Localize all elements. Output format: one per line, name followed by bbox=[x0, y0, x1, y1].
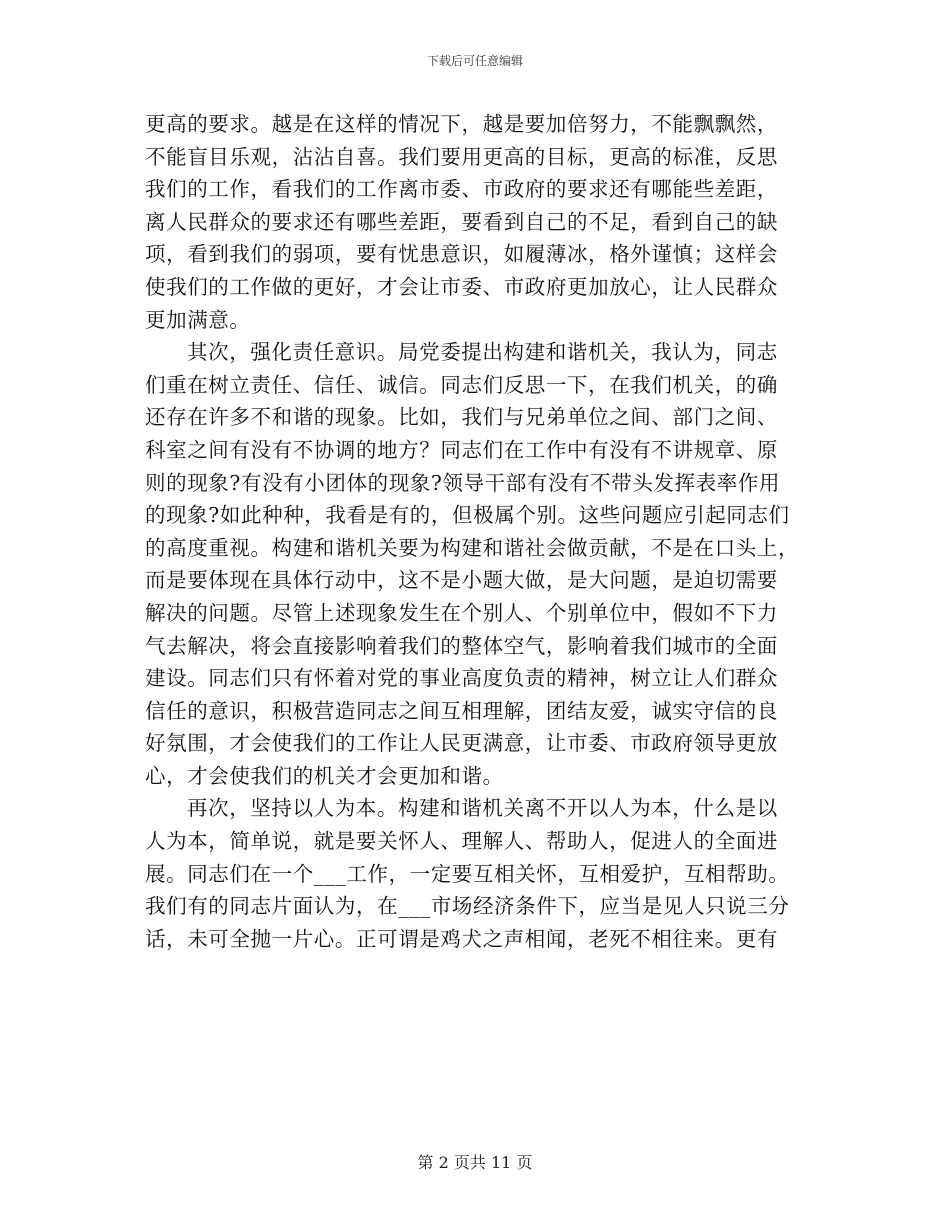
text-line: 的高度重视。构建和谐机关要为构建和谐社会做贡献，不是在口头上， bbox=[145, 535, 800, 560]
text-line: 展。同志们在一个___工作，一定要互相关怀，互相爱护，互相帮助。 bbox=[145, 861, 790, 886]
text-line: 的现象?如此种种，我看是有的，但极属个别。这些问题应引起同志们 bbox=[145, 503, 790, 528]
text-line: 则的现象?有没有小团体的现象?领导干部有没有不带头发挥表率作用 bbox=[145, 470, 781, 495]
text-line: 更加满意。 bbox=[145, 307, 251, 332]
text-line: 我们的工作，看我们的工作离市委、市政府的要求还有哪能些差距， bbox=[145, 177, 778, 202]
text-line: 离人民群众的要求还有哪些差距，要看到自己的不足，看到自己的缺 bbox=[145, 209, 778, 234]
text-line: 心，才会使我们的机关才会更加和谐。 bbox=[145, 763, 504, 788]
text-line: 项，看到我们的弱项，要有忧患意识，如履薄冰，格外谨慎；这样会 bbox=[145, 242, 778, 267]
text-line: 还存在许多不和谐的现象。比如，我们与兄弟单位之间、部门之间、 bbox=[145, 405, 778, 430]
text-line: 建设。同志们只有怀着对党的事业高度负责的精神，树立让人们群众 bbox=[145, 666, 778, 691]
text-line: 们重在树立责任、信任、诚信。同志们反思一下，在我们机关，的确 bbox=[145, 372, 778, 397]
text-line: 解决的问题。尽管上述现象发生在个别人、个别单位中，假如不下力 bbox=[145, 600, 778, 625]
text-line: 话，未可全抛一片心。正可谓是鸡犬之声相闻，老死不相往来。更有 bbox=[145, 926, 778, 951]
text-line: 气去解决，将会直接影响着我们的整体空气，影响着我们城市的全面 bbox=[145, 633, 778, 658]
paragraph-start-line: 再次，坚持以人为本。构建和谐机关离不开以人为本，什么是以 bbox=[187, 796, 778, 821]
text-line: 人为本，简单说，就是要关怀人、理解人、帮助人，促进人的全面进 bbox=[145, 829, 778, 854]
text-line: 更高的要求。越是在这样的情况下，越是要加倍努力，不能飘飘然， bbox=[145, 112, 778, 136]
text-line: 我们有的同志片面认为，在___市场经济条件下，应当是见人只说三分 bbox=[145, 894, 790, 919]
text-line: 好氛围，才会使我们的工作让人民更满意，让市委、市政府领导更放 bbox=[145, 731, 778, 756]
document-body bbox=[145, 108, 801, 955]
text-line: 信任的意识，积极营造同志之间互相理解，团结友爱，诚实守信的良 bbox=[145, 698, 778, 723]
page-footer: 第 2 页共 11 页 bbox=[417, 1153, 533, 1172]
page-header: 下载后可任意编辑 bbox=[426, 54, 523, 68]
text-line: 不能盲目乐观，沾沾自喜。我们要用更高的目标，更高的标准，反思 bbox=[145, 144, 778, 169]
paragraph-start-line: 其次，强化责任意识。局党委提出构建和谐机关，我认为，同志 bbox=[187, 340, 778, 365]
text-line: 而是要体现在具体行动中，这不是小题大做，是大问题，是迫切需要 bbox=[145, 568, 778, 593]
text-line: 使我们的工作做的更好，才会让市委、市政府更加放心，让人民群众 bbox=[145, 274, 778, 299]
text-line: 科室之间有没有不协调的地方？同志们在工作中有没有不讲规章、原 bbox=[145, 437, 778, 462]
